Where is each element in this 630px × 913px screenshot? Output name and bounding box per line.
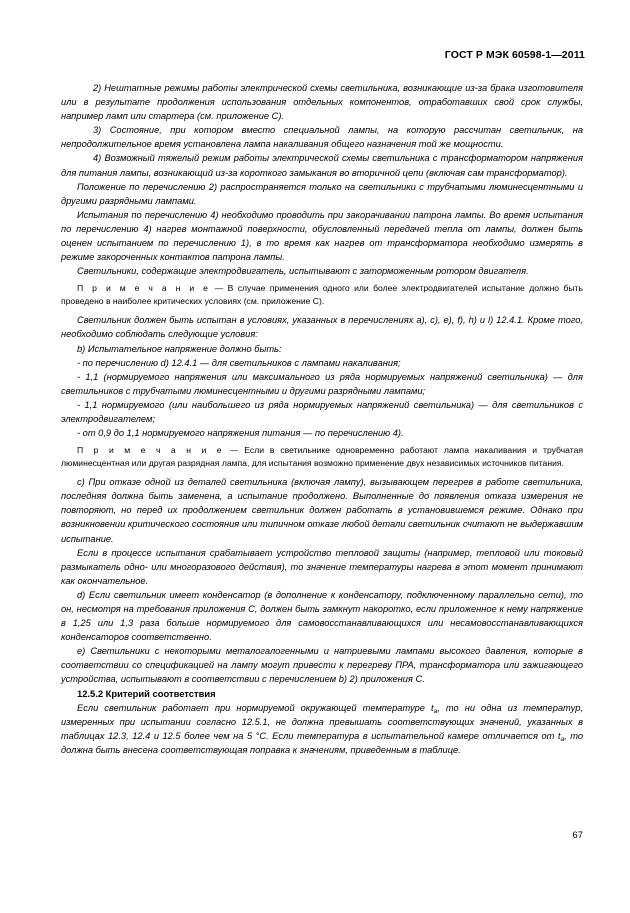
- note-power-sources: [61, 444, 583, 470]
- compliance-text-part: Если светильник работает при нормируемой окружающей температуре t: [77, 702, 434, 713]
- subscript-a: a: [560, 735, 565, 743]
- subscript-a: a: [433, 707, 438, 715]
- paragraph-motor-luminaires: Светильники, содержащие электродвигатель, испытывают с заторможенным ротором двигателя.: [77, 266, 529, 277]
- paragraph-item-d: d) Если светильник имеет конденсатор (в дополнение к конденсатору, подключенному параллельно сети), то он, несмотря на требования приложения С, должен быть замкнут накоротко, если приложенное к нему напряжение в 1,25 или 1,3 раза больше нормируемого для самовосстанавливающихся или несамовосстанавливающихся конденсаторов соответственно.: [61, 589, 583, 643]
- paragraph-item-c: с) При отказе одной из деталей светильника (включая лампу), вызывающем перегрев в работе светильника, последняя должна быть заменена, а испытание продолжено. Выполненные до появления отказа измерения не повторяют, но перед их продолжением светильник должен работать в установившемся режиме. Однако при возникновении критического состояния или типичном отказе любой детали светильник считают не выдержавшим испытание.: [61, 477, 583, 544]
- list-item-motor: - 1,1 нормируемого (или наибольшего из ряда нормируемых напряжений светильника) — для светильников с электродвигателем;: [61, 399, 583, 424]
- compliance-text-part: , то ни одна из температур, измеренных при испытании согласно 12.5.1, не должна превышать соответствующих значений, указанных в таблицах 12.3, 12.4 и 12.5 более чем на 5 °С. Если температура в испытательной камере отличается от t: [61, 702, 583, 741]
- paragraph-item-2-scope: Положение по перечислению 2) распространяется только на светильники с трубчатыми люминесцентными и другими разрядными лампами.: [61, 181, 583, 206]
- paragraph-item-e: е) Светильники с некоторыми металогалогенными и натриевыми лампами высокого давления, которые в соответствии со спецификацией на лампу могут привести к перегреву ПРА, трансформатора или зажигающего устройства, испытывают в соответствии с перечислением b) 2) приложения С.: [61, 646, 583, 685]
- paragraph-item-4-test: Испытания по перечислению 4) необходимо проводить при закорачивании патрона лампы. Во время испытания по перечислению 4) нагрев монтажной поверхности, обусловленный передачей тепла от лампы, должен быть оценен испытанием по перечислению 1), в то время как нагрев от трансформатора необходимо измерять в режиме закороченных контактов патрона лампы.: [61, 209, 583, 263]
- compliance-text-part: , то должна быть внесена соответствующая поправка к значениям, приведенным в таблице.: [61, 730, 584, 755]
- list-item-range: - от 0,9 до 1,1 нормируемого напряжения питания — по перечислению 4).: [77, 428, 404, 439]
- list-item-incandescent: - по перечислению d) 12.4.1 — для светильников с лампами накаливания;: [77, 357, 401, 368]
- paragraph-item-2: 2) Нештатные режимы работы электрической схемы светильника, возникающие из-за брака изготовителя или в результате продолжения использования отдельных компонентов, отработавших свой срок службы, например ламп или стартера (см. приложение С).: [61, 83, 583, 122]
- page-content: [61, 81, 583, 757]
- note-motors: [61, 282, 583, 308]
- note-label: П р и м е ч а н и е: [77, 445, 224, 456]
- paragraph-item-4: 4) Возможный тяжелый режим работы электрической схемы светильника с трансформатором напряжения для питания лампы, возникающий из-за короткого замыкания во вторичной цепи (включая сам трансформатор).: [61, 153, 583, 178]
- paragraph-thermal-protection: Если в процессе испытания срабатывает устройство тепловой защиты (например, тепловой или токовый размыкатель одно- или многоразового действия), то значение температуры нагрева в этот момент принимают как окончательное.: [61, 547, 583, 586]
- document-code-header: ГОСТ Р МЭК 60598-1—2011: [444, 49, 585, 61]
- paragraph-item-b: b) Испытательное напряжение должно быть:: [77, 343, 282, 354]
- paragraph-compliance: [61, 701, 583, 757]
- note-label: П р и м е ч а н и е: [77, 283, 211, 294]
- section-heading-12-5-2: 12.5.2 Критерий соответствия: [77, 687, 216, 699]
- paragraph-item-3: 3) Состояние, при котором вместо специальной лампы, на которую рассчитан светильник, на непродолжительное время установлена лампа накаливания общего назначения той же мощности.: [61, 125, 583, 150]
- note-text: — Если в светильнике одновременно работают лампа накаливания и трубчатая люминесцентная или другая разрядная лампа, для испытания возможно применение двух независимых источников питания.: [61, 445, 583, 469]
- page-number: 67: [572, 830, 583, 841]
- note-text: — В случае применения одного или более электродвигателей испытание должно быть проведено в наиболее критических условиях (см. приложение С).: [61, 283, 583, 307]
- paragraph-test-conditions: Светильник должен быть испытан в условиях, указанных в перечислениях а), с), е), f), h) и l) 12.4.1. Кроме того, необходимо соблюдать следующие условия:: [61, 315, 583, 340]
- list-item-fluorescent: - 1,1 (нормируемого напряжения или максимального из ряда нормируемых напряжений светильника) — для светильников с трубчатыми люминесцентными и другими разрядными лампами;: [61, 371, 583, 396]
